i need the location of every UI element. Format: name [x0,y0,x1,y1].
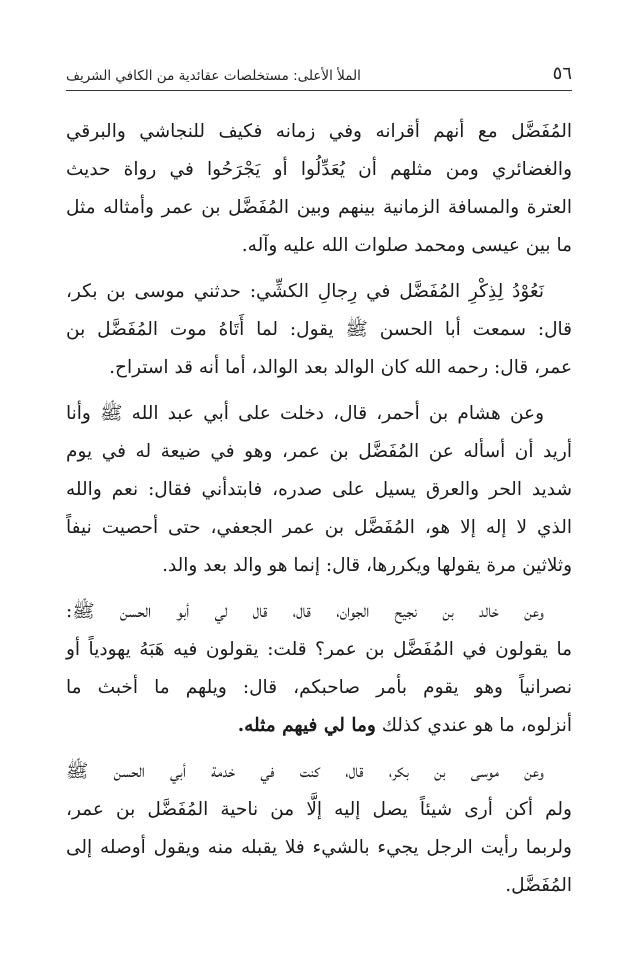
text-fragment: أنزلوه، ما هو عندي كذلك [381,715,572,736]
text-line: ولم أكن أرى شيئاً يصل إليه إلَّا من ناحية المُفَضَّل بن عمر، [66,799,572,820]
text-line: وعن هشام بن أحمر، قال، دخلت على أبي عبد الله ﷺ وأنا [66,403,544,424]
text-line: عمر، قال: رحمه الله كان الوالد بعد الوالد، أما أنه قد استراح. [109,357,572,378]
text-line: نصرانياً وهو يقوم بأمر صاحبكم، قال: ويلهم ما أخبث ما [66,677,572,698]
paragraph-5 [66,753,572,905]
header-rule [66,90,572,91]
text-line: الذي لا إله إلا هو، المُفَضَّل بن عمر الجعفي، حتى أحصيت نيفاً [66,517,572,538]
text-line: أريد أن أسأله عن المُفَضَّل بن عمر، وهو في ضيعة له في يوم [66,441,572,462]
page-body [66,113,572,905]
text-line: المُفَضَّل مع أنهم أقرانه وفي زمانه فكيف للنجاشي والبرقي [66,121,572,142]
text-line: نَعُوْدُ لِذِكْرِ المُفَضَّل في رِجالِ الكشِّي: حدثني موسى بن بكر، [66,281,544,302]
text-line-with-bold [66,707,572,745]
paragraph-3 [66,395,572,585]
running-header [66,58,572,84]
text-line: ما بين عيسى ومحمد صلوات الله عليه وآله. [241,235,572,256]
paragraph-1 [66,113,572,265]
running-title: الملأ الأعلى: مستخلصات عقائدية من الكافي الشريف [66,68,361,84]
text-line: ما يقولون في المُفَضَّل بن عمر؟ قلت: يقولون فيه هَبَهُ يهودياً أو [66,639,572,660]
text-line: ولربما رأيت الرجل يجيء بالشيء فلا يقبله منه ويقول أوصله إلى [66,837,572,858]
text-line: العترة والمسافة الزمانية بينهم وبين المُفَضَّل بن عمر وأمثاله مثل [66,197,572,218]
text-line: المُفَضَّل. [505,875,572,896]
text-line: وعن خالد بن نجيح الجوان، قال، قال لي أبو الحسن ﷺ: [66,601,544,622]
paragraph-2 [66,273,572,387]
page-number: ٥٦ [552,63,572,84]
paragraph-4 [66,593,572,745]
text-line: والغضائري ومن مثلهم أن يُعَدِّلُوا أو يَجْرَحُوا في رواة حديث [66,159,572,180]
text-line: وثلاثين مرة يقولها ويكررها، قال: إنما هو والد بعد والد. [162,555,572,576]
text-line: وعن موسى بن بكر، قال، كنت في خدمة أبي الحسن ﷺ [66,761,544,782]
text-line: قال: سمعت أبا الحسن ﷺ يقول: لما أَتَاهُ موت المُفَضَّل بن [66,319,572,340]
text-line: شديد الحر والعرق يسيل على صدره، فابتدأني فقال: نعم والله [66,479,572,500]
bold-phrase: وما لي فيهم مثله. [237,715,376,736]
